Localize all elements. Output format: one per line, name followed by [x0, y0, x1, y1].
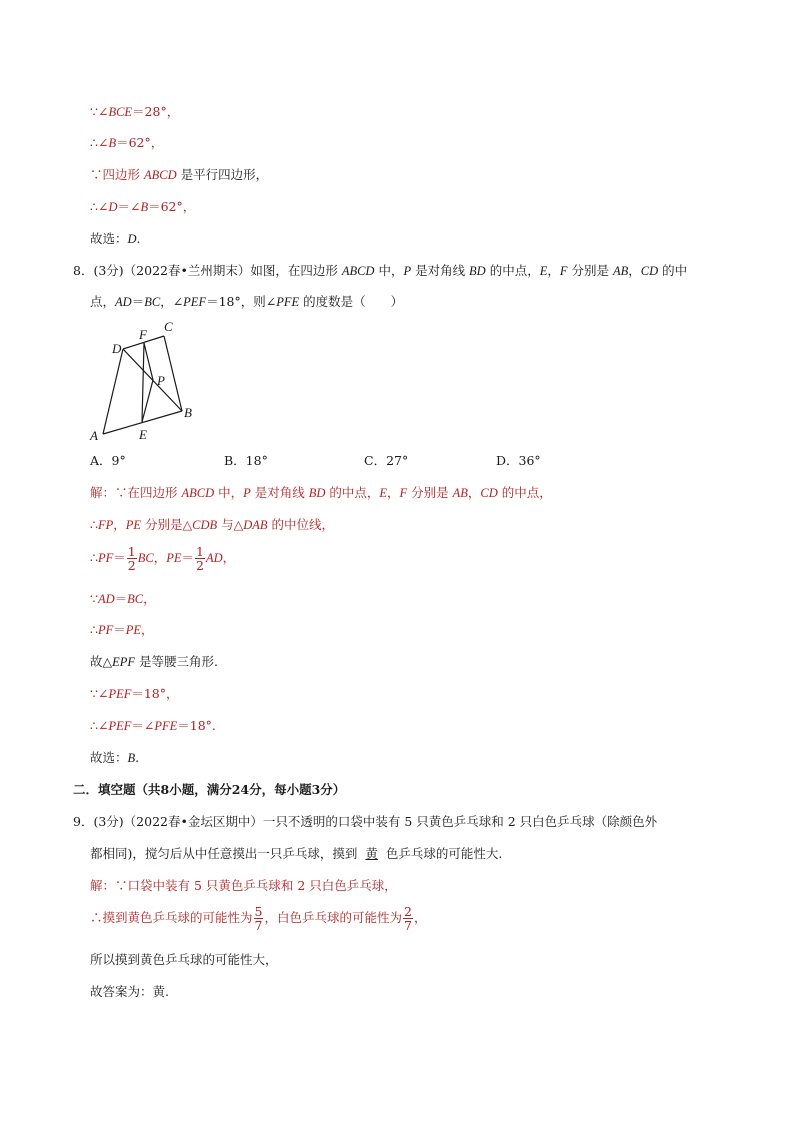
label-A: A: [90, 428, 98, 443]
q8-sol-line-6: 故△EPF 是等腰三角形.: [90, 654, 218, 669]
fraction-half-1: $\frac{1}{2}$: [127, 544, 136, 573]
q9-sol-line-2: ∴摸到黄色乒乓球的可能性为 $\frac{5}{7}$ ，白色乒乓球的可能性为 $\frac{2}{7}$ ，: [90, 904, 427, 933]
q8-sol-line-2: ∴FP，PE 分别是△CDB 与△DAB 的中位线，: [90, 517, 335, 532]
prev-line-2: ∴∠B＝62°，: [90, 135, 164, 150]
fraction-five-sevenths: $\frac{5}{7}$: [254, 904, 263, 933]
q8-sol-line-4: ∵AD＝BC，: [90, 591, 156, 606]
label-C: C: [164, 319, 173, 334]
segment-EF: [142, 343, 144, 422]
label-D: D: [112, 341, 122, 356]
label-P: P: [157, 373, 165, 388]
q8-stem-line-2: 点，AD＝BC，∠PEF＝18°，则∠PFE 的度数是（ ）: [90, 294, 404, 309]
option-d: D．36°: [496, 453, 541, 468]
q9-stem-line-1: 9．(3分)（2022春•金坛区期中）一只不透明的口袋中装有 5 只黄色乒乓球和 2 只白色乒乓球（除颜色外: [73, 814, 658, 829]
option-c: C．27°: [364, 453, 409, 468]
q8-sol-line-9: 故选：B.: [90, 750, 140, 765]
q8-stem-line-1: 8．(3分)（2022春•兰州期末）如图，在四边形 ABCD 中，P 是对角线 BD 的中点，E，F 分别是 AB，CD 的中: [73, 263, 688, 278]
segment-PE: [142, 380, 153, 422]
q9-sol-line-4: 故答案为：黄.: [90, 984, 169, 999]
q8-sol-line-8: ∴∠PEF＝∠PFE＝18°.: [90, 718, 216, 733]
label-F: F: [139, 327, 147, 342]
fraction-two-sevenths: $\frac{2}{7}$: [403, 904, 412, 933]
edge-CB: [164, 336, 182, 411]
prev-line-3: ∵四边形 ABCD 是平行四边形，: [90, 167, 269, 182]
q9-answer-blank: 黄: [365, 846, 378, 861]
q8-sol-line-5: ∴PF＝PE，: [90, 622, 154, 637]
q9-sol-line-1: 解：∵口袋中装有 5 只黄色乒乓球和 2 只白色乒乓球，: [90, 878, 397, 893]
prev-line-1: ∵∠BCE＝28°，: [90, 104, 180, 119]
q9-stem-line-2: 都相同)，搅匀后从中任意摸出一只乒乓球，摸到 黄 色乒乓球的可能性大.: [90, 846, 503, 861]
segment-FP: [144, 343, 153, 380]
q8-sol-line-3: ∴PF＝ $\frac{1}{2}$ BC，PE＝ $\frac{1}{2}$ AD，: [90, 544, 236, 573]
q9-sol-line-3: 所以摸到黄色乒乓球的可能性大，: [90, 952, 278, 967]
q8-sol-line-1: 解：∵在四边形 ABCD 中，P 是对角线 BD 的中点，E，F 分别是 AB，CD 的中点，: [90, 485, 552, 500]
option-a: A．9°: [90, 453, 126, 468]
quadrilateral-figure: [85, 316, 210, 446]
section-2-heading: 二．填空题（共8小题，满分24分，每小题3分）: [73, 782, 346, 797]
edge-AD: [103, 349, 123, 434]
option-b: B．18°: [224, 453, 268, 468]
prev-line-5: 故选：D.: [90, 231, 141, 246]
label-E: E: [139, 427, 147, 442]
fraction-half-2: $\frac{1}{2}$: [196, 544, 204, 573]
prev-line-4: ∴∠D＝∠B＝62°，: [90, 199, 196, 214]
label-B: B: [184, 405, 192, 420]
q8-sol-line-7: ∵∠PEF＝18°，: [90, 686, 179, 701]
